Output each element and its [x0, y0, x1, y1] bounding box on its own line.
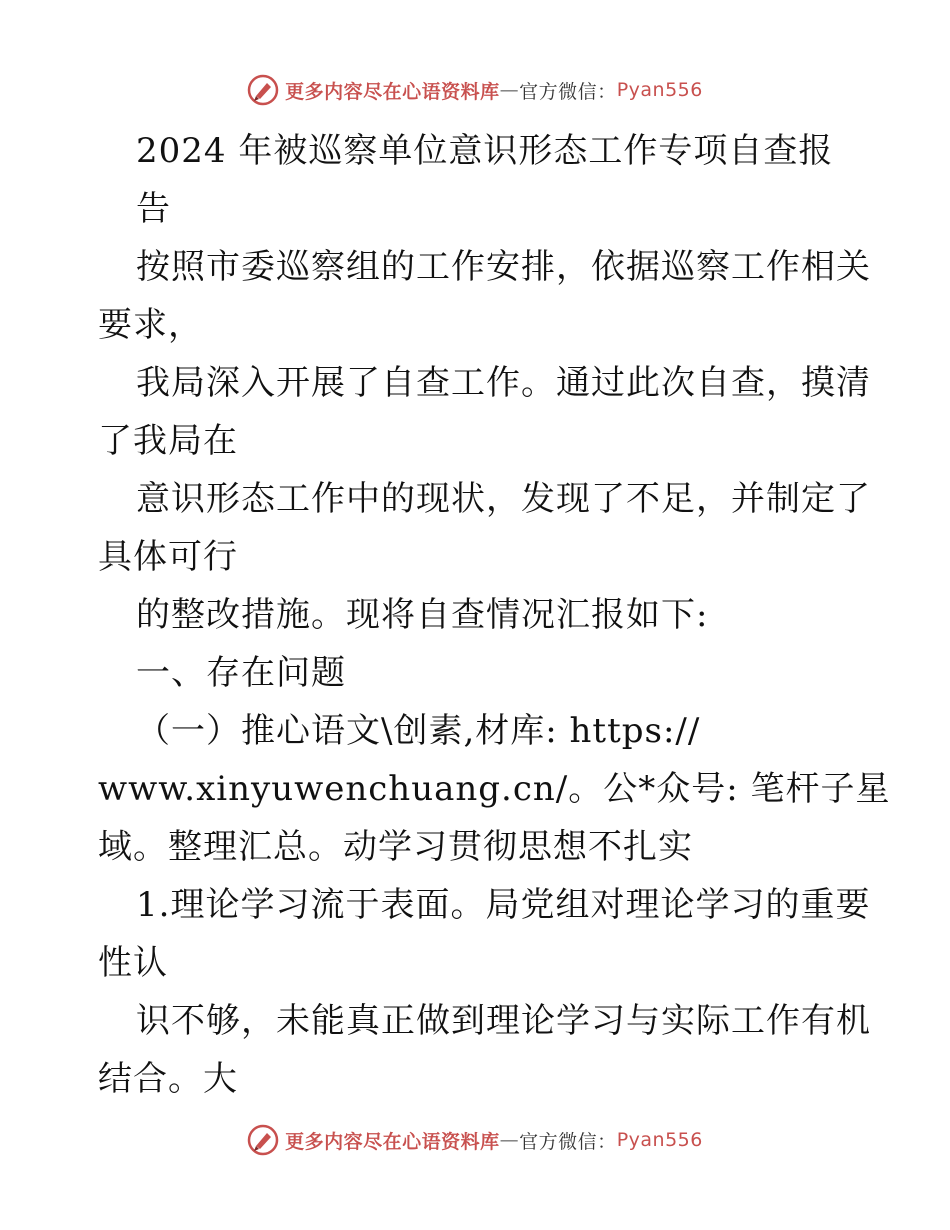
- paragraph-line: 了我局在: [98, 421, 238, 461]
- paragraph-line: 识不够，未能真正做到理论学习与实际工作有机: [136, 1001, 871, 1041]
- pen-logo-icon: [247, 1124, 279, 1156]
- banner-text: 更多内容尽在心语资料库: [285, 1130, 500, 1153]
- doc-title-line-1: 2024 年被巡察单位意识形态工作专项自查报: [136, 131, 834, 171]
- paragraph-line: 1.理论学习流于表面。局党组对理论学习的重要: [136, 885, 871, 925]
- paragraph-line: 域。整理汇总。动学习贯彻思想不扎实: [98, 827, 693, 867]
- banner-dash: —: [499, 79, 520, 101]
- paragraph-line: 性认: [98, 943, 168, 983]
- document-body: [98, 122, 891, 1108]
- paragraph-line: 结合。大: [98, 1059, 238, 1099]
- paragraph-line: 具体可行: [98, 537, 238, 577]
- wechat-label: 官方微信：: [519, 1130, 617, 1153]
- paragraph-line: 的整改措施。现将自查情况汇报如下:: [136, 595, 709, 635]
- paragraph-line: 要求，: [98, 305, 203, 345]
- paragraph-line: 意识形态工作中的现状，发现了不足，并制定了: [136, 479, 871, 519]
- doc-title-line-2: 告: [136, 189, 171, 229]
- paragraph-line: 按照市委巡察组的工作安排，依据巡察工作相关: [136, 247, 871, 287]
- footer-banner[interactable]: [0, 1120, 950, 1160]
- paragraph-line: 我局深入开展了自查工作。通过此次自查，摸清: [136, 363, 871, 403]
- banner-dash: —: [499, 1129, 520, 1151]
- paragraph-line: www.xinyuwenchuang.cn/。公*众号: 笔杆子星: [98, 769, 891, 809]
- banner-text: 更多内容尽在心语资料库: [285, 80, 500, 103]
- wechat-label: 官方微信：: [519, 80, 617, 103]
- subsection-heading: （一）推心语文\创素,材库: https://: [136, 711, 701, 751]
- pen-logo-icon: [247, 74, 279, 106]
- wechat-id: Pyan556: [616, 1129, 703, 1151]
- wechat-id: Pyan556: [616, 79, 703, 101]
- header-banner[interactable]: [0, 70, 950, 110]
- section-heading: 一、存在问题: [136, 653, 346, 693]
